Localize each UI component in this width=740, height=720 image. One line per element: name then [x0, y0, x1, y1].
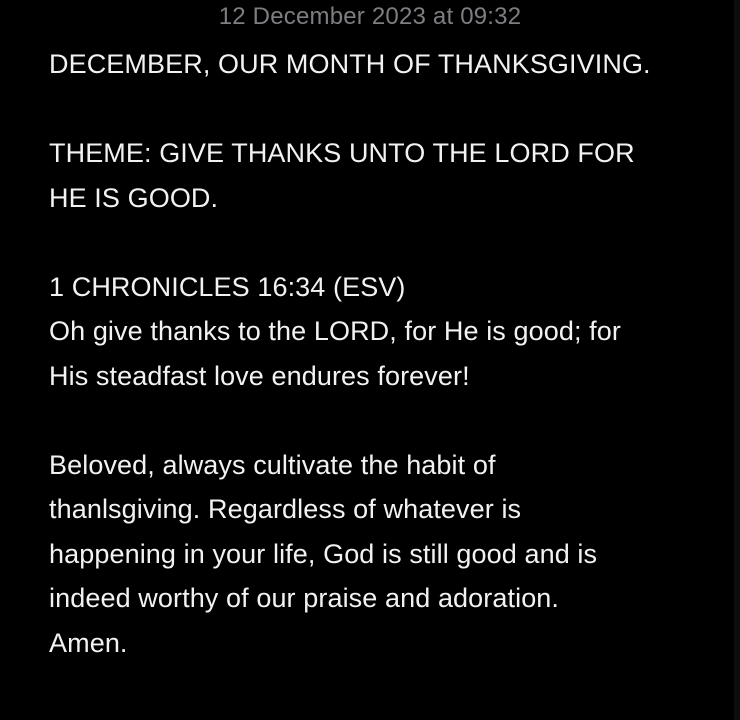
scrollbar[interactable] [734, 0, 740, 720]
note-timestamp: 12 December 2023 at 09:32 [218, 3, 522, 30]
body-line-1: Beloved, always cultivate the habit of [49, 449, 496, 480]
body-line-4: indeed worthy of our praise and adoration. [49, 583, 560, 613]
body-line-3: happening in your life, God is still good and is [49, 538, 598, 569]
verse-line-2: His steadfast love endures forever! [49, 360, 470, 391]
theme-line-2: HE IS GOOD. [49, 182, 219, 213]
note-heading: DECEMBER, OUR MONTH OF THANKSGIVING. [49, 49, 651, 79]
body-line-2: thanlsgiving. Regardless of whatever is [49, 494, 522, 524]
scripture-reference: 1 CHRONICLES 16:34 (ESV) [49, 271, 406, 302]
note-editor[interactable] [49, 42, 699, 665]
blank-line [49, 87, 699, 132]
theme-line-1: THEME: GIVE THANKS UNTO THE LORD FOR [49, 138, 635, 168]
verse-line-1: Oh give thanks to the LORD, for He is good; for [49, 316, 621, 346]
blank-line [49, 220, 699, 265]
blank-line [49, 398, 699, 443]
body-line-5: Amen. [49, 627, 128, 658]
